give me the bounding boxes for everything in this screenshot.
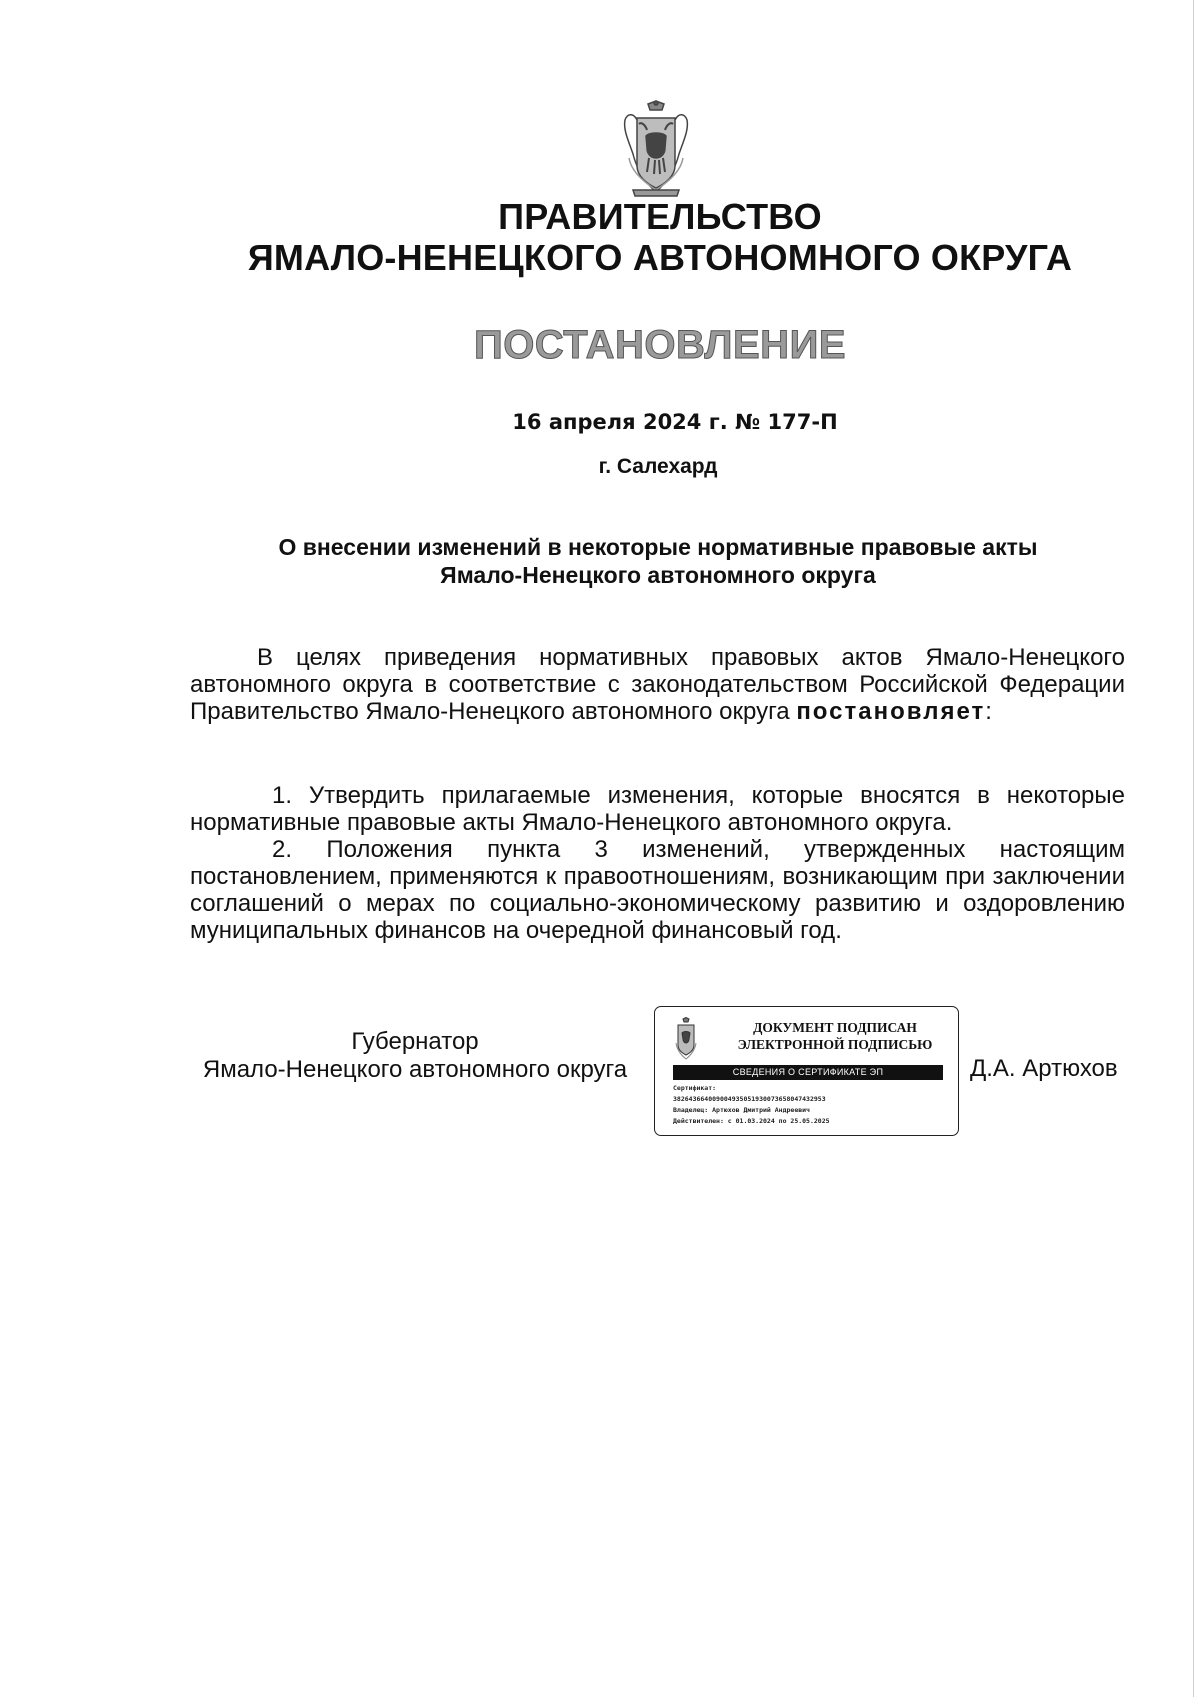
item-1-paragraph [190, 782, 1125, 836]
certificate-validity: Действителен: с 01.03.2024 по 25.05.2025 [673, 1117, 830, 1125]
certificate-number: 382643664009004935051930073658047432953 [673, 1095, 826, 1103]
certificate-label: Сертификат: [673, 1084, 717, 1092]
certificate-info-bar: СВЕДЕНИЯ О СЕРТИФИКАТЕ ЭП [673, 1065, 943, 1080]
item-2-paragraph [190, 836, 1125, 944]
stamp-title-line2: ЭЛЕКТРОННОЙ ПОДПИСЬЮ [737, 1037, 933, 1052]
coat-of-arms-icon [621, 100, 691, 198]
city: г. Салехард [598, 455, 718, 478]
role-line2: Ямало-Ненецкого автономного округа [202, 1056, 628, 1083]
document-subject [190, 533, 1126, 589]
subject-line1: О внесении изменений в некоторые нормативные правовые акты [278, 534, 1038, 560]
certificate-owner: Владелец: Артюхов Дмитрий Андреевич [673, 1106, 810, 1114]
stamp-title-line1: ДОКУМЕНТ ПОДПИСАН [753, 1020, 917, 1035]
document-type: ПОСТАНОВЛЕНИЕ [473, 323, 846, 367]
signatory-role [190, 1028, 640, 1084]
role-line1: Губернатор [351, 1028, 479, 1055]
subject-line2: Ямало-Ненецкого автономного округа [440, 562, 876, 588]
stamp-coat-of-arms-icon [673, 1017, 699, 1061]
item-1-text: 1. Утвердить прилагаемые изменения, которые вносятся в некоторые нормативные правовые акты Ямало-Ненецкого автономного округа. [190, 782, 1125, 836]
preamble-end: : [985, 698, 992, 725]
signer-name: Д.А. Артюхов [970, 1055, 1118, 1082]
item-2-text: 2. Положения пункта 3 изменений, утвержденных настоящим постановлением, применяются к правоотношениям, возникающим при заключении соглашений о мерах по социально-экономическому развитию и оздоровлению муниципальных финансов на очередной финансовый год. [190, 836, 1125, 944]
preamble-text: В целях приведения нормативных правовых актов Ямало-Ненецкого автономного округа в соответствие с законодательством Российской Федерации Правительство Ямало-Ненецкого автономного округа [190, 644, 1125, 725]
org-title-line2: ЯМАЛО-НЕНЕЦКОГО АВТОНОМНОГО ОКРУГА [247, 237, 1073, 278]
certificate-details [673, 1083, 953, 1127]
preamble-keyword: постановляет [796, 698, 986, 725]
stamp-title [717, 1019, 953, 1053]
date-and-number: 16 апреля 2024 г. № 177-П [512, 410, 838, 434]
electronic-signature-stamp [654, 1006, 959, 1136]
preamble-paragraph [190, 644, 1125, 725]
org-title-line1: ПРАВИТЕЛЬСТВО [498, 196, 822, 237]
